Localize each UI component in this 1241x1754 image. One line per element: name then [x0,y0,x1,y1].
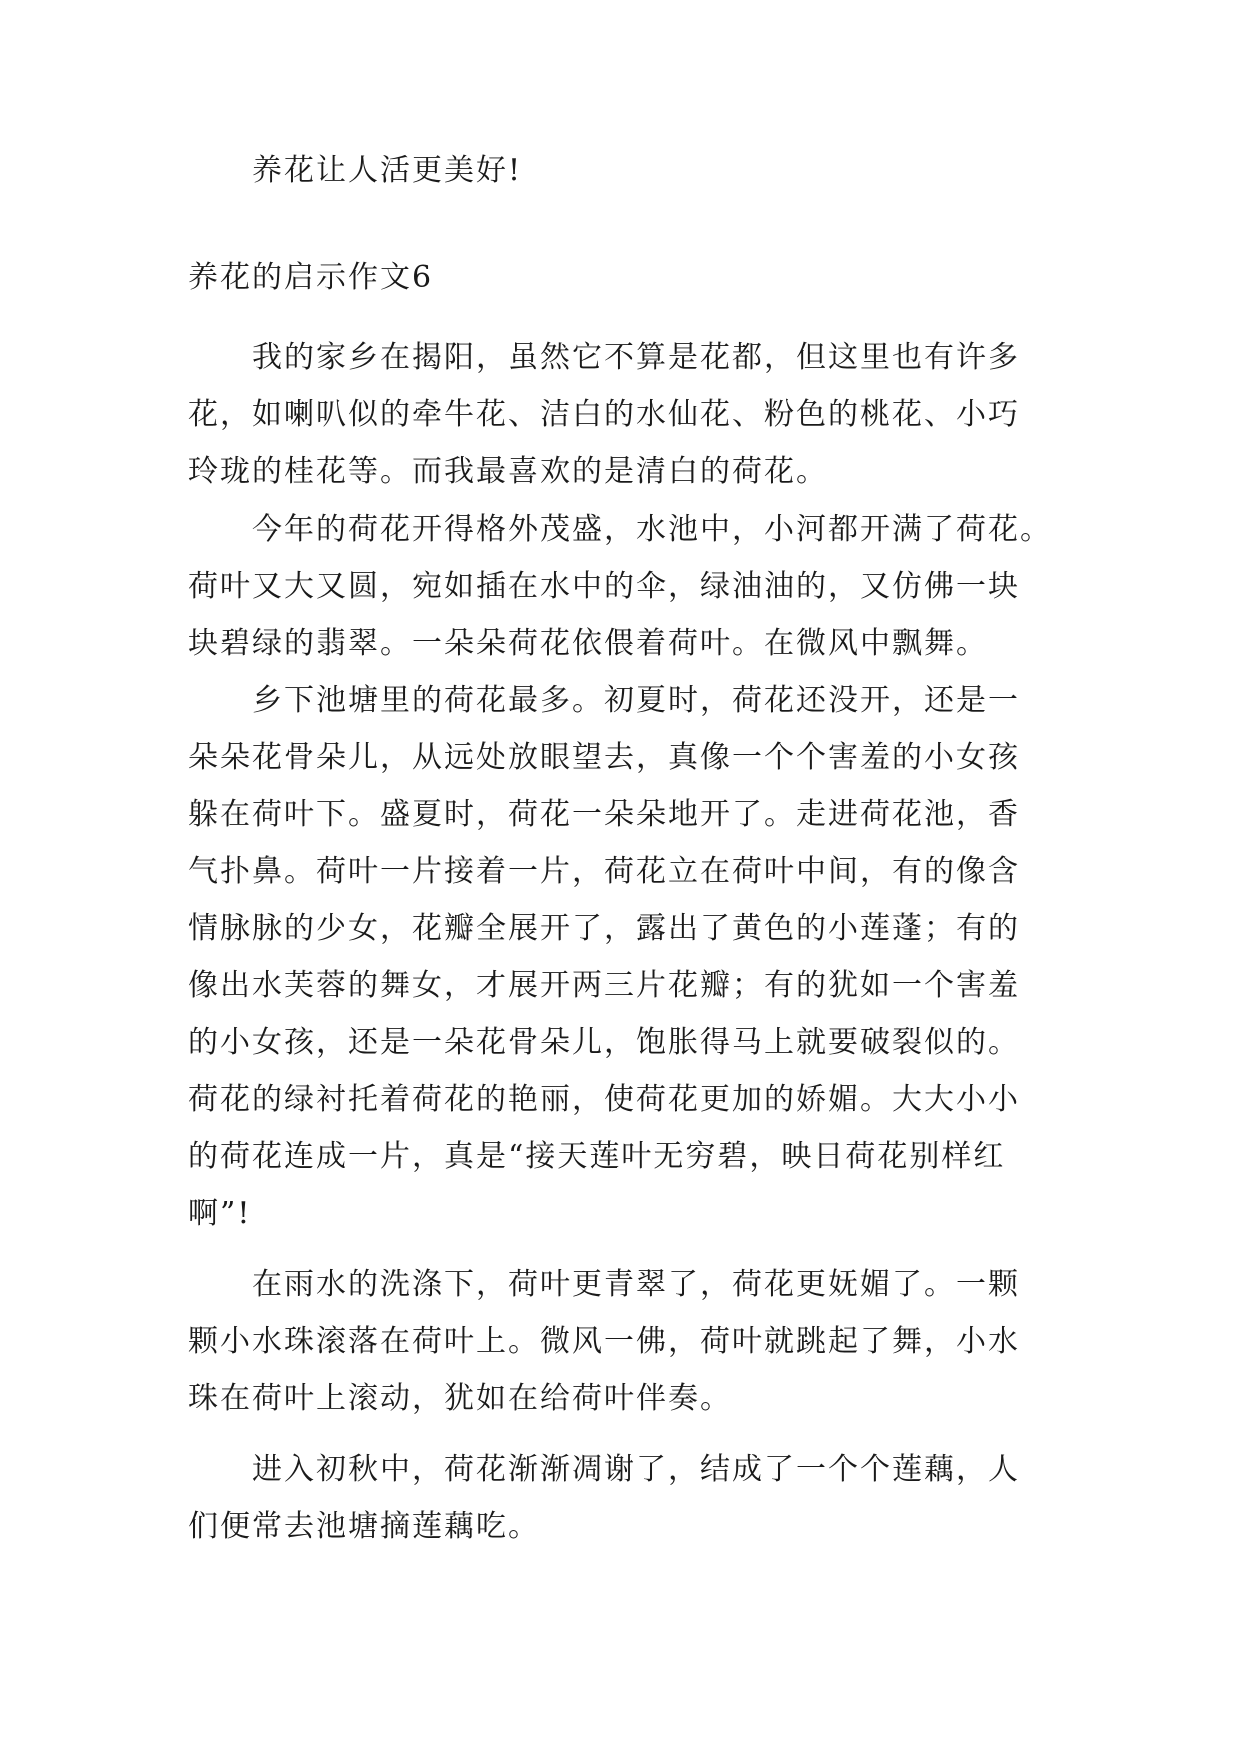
paragraph-line: 的小女孩，还是一朵花骨朵儿，饱胀得马上就要破裂似的。 [188,1025,1020,1060]
paragraph-line: 朵朵花骨朵儿，从远处放眼望去，真像一个个害羞的小女孩 [188,740,1020,775]
paragraph-line: 荷花的绿衬托着荷花的艳丽，使荷花更加的娇媚。大大小小 [188,1082,1020,1117]
paragraph-line: 在雨水的洗涤下，荷叶更青翠了，荷花更妩媚了。一颗 [252,1267,1020,1302]
paragraph-line: 躲在荷叶下。盛夏时，荷花一朵朵地开了。走进荷花池，香 [188,797,1020,832]
closing-sentence: 养花让人活更美好! [252,153,523,188]
paragraph-line: 块碧绿的翡翠。一朵朵荷花依偎着荷叶。在微风中飘舞。 [188,626,988,661]
paragraph-line: 珠在荷叶上滚动，犹如在给荷叶伴奏。 [188,1381,732,1416]
paragraph-line: 们便常去池塘摘莲藕吃。 [188,1509,540,1544]
paragraph-line: 今年的荷花开得格外茂盛，水池中，小河都开满了荷花。 [252,512,1052,547]
paragraph-line: 花，如喇叭似的牵牛花、洁白的水仙花、粉色的桃花、小巧 [188,397,1020,432]
section-heading: 养花的启示作文6 [188,260,434,295]
paragraph-line: 乡下池塘里的荷花最多。初夏时，荷花还没开，还是一 [252,683,1020,718]
paragraph-line: 玲珑的桂花等。而我最喜欢的是清白的荷花。 [188,454,828,489]
paragraph-line: 啊”! [188,1196,252,1231]
paragraph-line: 像出水芙蓉的舞女，才展开两三片花瓣；有的犹如一个害羞 [188,968,1020,1003]
paragraph-line: 进入初秋中，荷花渐渐凋谢了，结成了一个个莲藕，人 [252,1452,1020,1487]
paragraph-line: 情脉脉的少女，花瓣全展开了，露出了黄色的小莲蓬；有的 [188,911,1020,946]
paragraph-line: 气扑鼻。荷叶一片接着一片，荷花立在荷叶中间，有的像含 [188,854,1020,889]
paragraph-line: 颗小水珠滚落在荷叶上。微风一佛，荷叶就跳起了舞，小水 [188,1324,1020,1359]
paragraph-line: 的荷花连成一片，真是“接天莲叶无穷碧，映日荷花别样红 [188,1139,1006,1174]
paragraph-line: 我的家乡在揭阳，虽然它不算是花都，但这里也有许多 [252,340,1020,375]
paragraph-line: 荷叶又大又圆，宛如插在水中的伞，绿油油的，又仿佛一块 [188,569,1020,604]
